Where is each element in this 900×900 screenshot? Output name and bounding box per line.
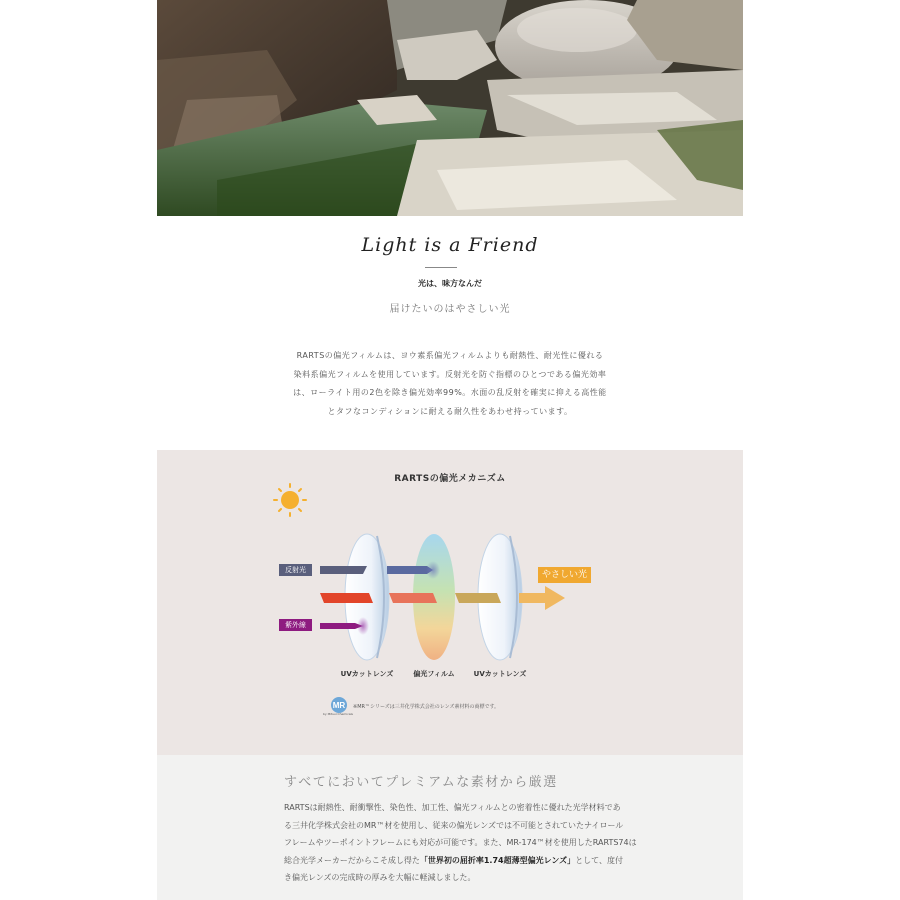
mechanism-panel <box>157 450 743 755</box>
lens-label-film: 偏光フィルム <box>413 670 455 678</box>
tagline-divider <box>425 267 457 268</box>
premium-line <box>284 852 644 870</box>
premium-line-pre: 総合光学メーカーだからこそ成し得た <box>284 855 420 865</box>
visible-light-band <box>320 593 501 603</box>
hero-photo <box>157 0 743 216</box>
soft-light-arrow <box>519 586 565 610</box>
premium-title: すべてにおいてプレミアムな素材から厳選 <box>284 775 558 790</box>
intro-paragraph <box>250 347 650 421</box>
premium-line: き偏光レンズの完成時の厚みを大幅に軽減しました。 <box>284 873 476 883</box>
river-canyon-image <box>157 0 743 216</box>
intro-line: RARTSの偏光フィルムは、ヨウ素系偏光フィルムよりも耐熱性、耐光性に優れる <box>296 351 604 360</box>
premium-body <box>284 799 644 887</box>
lens-label-right: UVカットレンズ <box>473 670 527 678</box>
intro-line: 染料系偏光フィルムを使用しています。反射光を防ぐ指標のひとつである偏光効率 <box>293 369 607 379</box>
premium-line: フレームやツーポイントフレームにも対応が可能です。また、MR-174™材を使用したRARTS74は <box>284 838 637 848</box>
premium-line-post: として、度付 <box>575 855 623 865</box>
premium-section <box>157 755 743 900</box>
soft-light-tag: やさしい光 <box>538 567 591 583</box>
svg-text:MR: MR <box>332 701 346 710</box>
premium-line: RARTSは耐熱性、耐衝撃性、染色性、加工性、偏光フィルムとの密着性に優れた光学材料であ <box>284 803 621 812</box>
mr-trademark-note: ※MR™シリーズは三井化学株式会社のレンズ素材料の商標です。 <box>353 704 500 710</box>
intro-line: は、ローライト用の2色を除き偏光効率99%。水面の乱反射を確実に抑える高性能 <box>293 388 607 397</box>
reflected-light-tag: 反射光 <box>279 564 312 576</box>
mechanism-title: RARTSの偏光メカニズム <box>394 474 506 484</box>
uv-arrows <box>320 617 369 635</box>
sun-icon <box>274 484 306 516</box>
premium-highlight: 「世界初の屈折率1.74超薄型偏光レンズ」 <box>419 855 576 865</box>
lens-label-left: UVカットレンズ <box>340 670 394 678</box>
uv-tag: 紫外線 <box>279 619 312 631</box>
tagline-jp: 光は、味方なんだ <box>418 279 482 288</box>
premium-line: る三井化学株式会社のMR™材を使用し、従来の偏光レンズでは不可能とされていたナイロール <box>284 820 624 830</box>
tagline-sub: 届けたいのはやさしい光 <box>389 304 511 315</box>
intro-line: とタフなコンディションに耐える耐久性をあわせ持っています。 <box>327 406 573 416</box>
script-tagline: Light is a Friend <box>361 234 539 256</box>
mr-logo-sub: by Mitsui Chemicals <box>323 712 353 716</box>
